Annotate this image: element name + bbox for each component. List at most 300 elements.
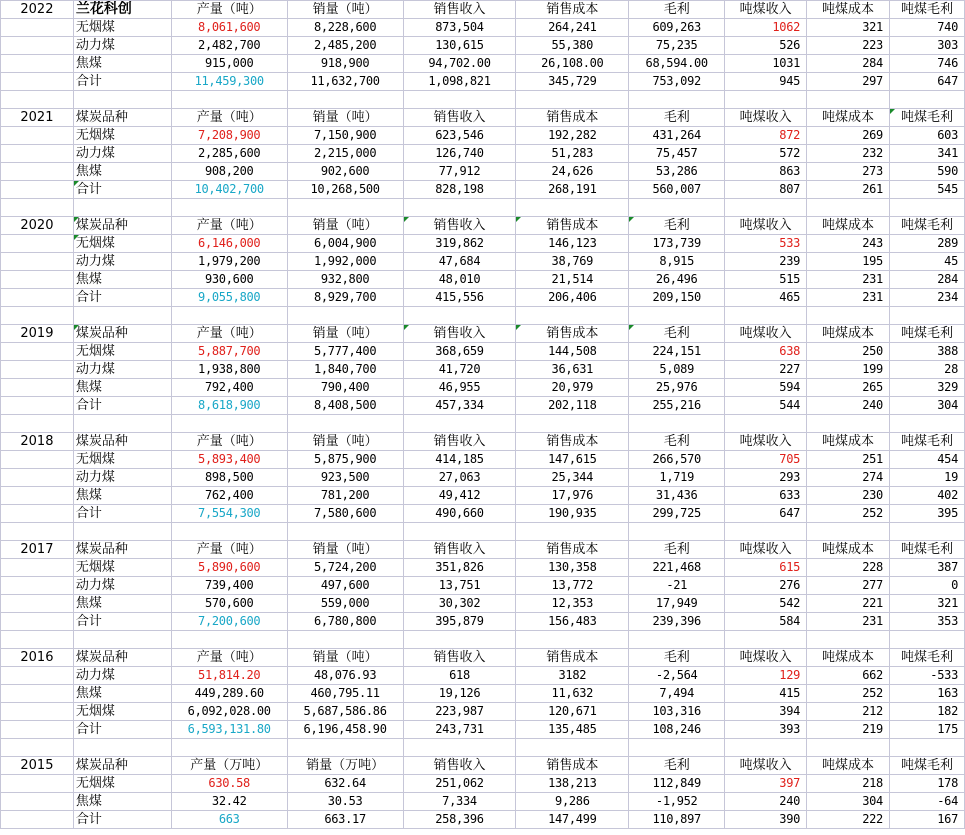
empty-cell[interactable] [1, 451, 74, 469]
data-cell[interactable]: 130,358 [516, 559, 629, 577]
data-cell[interactable]: 182 [889, 703, 964, 721]
data-cell[interactable]: 129 [725, 667, 807, 685]
data-cell[interactable]: 1,098,821 [403, 73, 516, 91]
data-cell[interactable]: 192,282 [516, 127, 629, 145]
data-cell[interactable]: 594 [725, 379, 807, 397]
empty-cell[interactable] [171, 91, 287, 109]
data-cell[interactable]: 647 [889, 73, 964, 91]
empty-cell[interactable] [1, 667, 74, 685]
data-cell[interactable]: 199 [807, 361, 890, 379]
data-cell[interactable]: 351,826 [403, 559, 516, 577]
empty-cell[interactable] [1, 307, 74, 325]
data-cell[interactable]: 930,600 [171, 271, 287, 289]
column-header-cell[interactable]: 销售收入 [403, 109, 516, 127]
column-header-cell[interactable]: 产量（吨） [171, 109, 287, 127]
data-cell[interactable]: 6,780,800 [287, 613, 403, 631]
row-label-cell[interactable]: 合计 [73, 181, 171, 199]
data-cell[interactable]: 457,334 [403, 397, 516, 415]
column-header-cell[interactable]: 吨煤成本 [807, 217, 890, 235]
column-header-cell[interactable]: 销售成本 [516, 1, 629, 19]
row-label-cell[interactable]: 焦煤 [73, 685, 171, 703]
data-cell[interactable]: 51,283 [516, 145, 629, 163]
data-cell[interactable]: 415,556 [403, 289, 516, 307]
data-cell[interactable]: 243,731 [403, 721, 516, 739]
data-cell[interactable]: 753,092 [629, 73, 725, 91]
empty-cell[interactable] [403, 415, 516, 433]
data-cell[interactable]: 390 [725, 811, 807, 829]
data-cell[interactable]: 250 [807, 343, 890, 361]
data-cell[interactable]: 1062 [725, 19, 807, 37]
data-cell[interactable]: 7,334 [403, 793, 516, 811]
data-cell[interactable]: 234 [889, 289, 964, 307]
empty-cell[interactable] [1, 379, 74, 397]
empty-cell[interactable] [807, 307, 890, 325]
data-cell[interactable]: 5,089 [629, 361, 725, 379]
data-cell[interactable]: 544 [725, 397, 807, 415]
data-cell[interactable]: 603 [889, 127, 964, 145]
data-cell[interactable]: -21 [629, 577, 725, 595]
row-label-cell[interactable]: 焦煤 [73, 379, 171, 397]
data-cell[interactable]: 273 [807, 163, 890, 181]
row-label-cell[interactable]: 合计 [73, 721, 171, 739]
row-label-cell[interactable]: 动力煤 [73, 361, 171, 379]
data-cell[interactable]: 7,150,900 [287, 127, 403, 145]
data-cell[interactable]: 17,949 [629, 595, 725, 613]
empty-cell[interactable] [1, 199, 74, 217]
row-label-cell[interactable]: 无烟煤 [73, 559, 171, 577]
data-cell[interactable]: -1,952 [629, 793, 725, 811]
data-cell[interactable]: 147,615 [516, 451, 629, 469]
column-header-cell[interactable]: 销量（吨） [287, 109, 403, 127]
data-cell[interactable]: 1031 [725, 55, 807, 73]
empty-cell[interactable] [1, 577, 74, 595]
empty-cell[interactable] [287, 199, 403, 217]
column-header-cell[interactable]: 销量（吨） [287, 649, 403, 667]
data-cell[interactable]: 38,769 [516, 253, 629, 271]
empty-cell[interactable] [73, 91, 171, 109]
data-cell[interactable]: 12,353 [516, 595, 629, 613]
data-cell[interactable]: 222 [807, 811, 890, 829]
data-cell[interactable]: 75,235 [629, 37, 725, 55]
row-label-cell[interactable]: 焦煤 [73, 271, 171, 289]
empty-cell[interactable] [807, 199, 890, 217]
data-cell[interactable]: 5,777,400 [287, 343, 403, 361]
empty-cell[interactable] [629, 415, 725, 433]
data-cell[interactable]: 387 [889, 559, 964, 577]
data-cell[interactable]: 515 [725, 271, 807, 289]
empty-cell[interactable] [73, 415, 171, 433]
column-header-cell[interactable]: 吨煤毛利 [889, 757, 964, 775]
data-cell[interactable]: 264,241 [516, 19, 629, 37]
column-header-cell[interactable]: 吨煤毛利 [889, 217, 964, 235]
data-cell[interactable]: 873,504 [403, 19, 516, 37]
empty-cell[interactable] [725, 91, 807, 109]
data-cell[interactable]: 5,687,586.86 [287, 703, 403, 721]
year-label[interactable]: 2021 [1, 109, 74, 127]
empty-cell[interactable] [1, 469, 74, 487]
data-cell[interactable]: 130,615 [403, 37, 516, 55]
data-cell[interactable]: 297 [807, 73, 890, 91]
data-cell[interactable]: 24,626 [516, 163, 629, 181]
column-header-cell[interactable]: 产量（吨） [171, 541, 287, 559]
data-cell[interactable]: 662 [807, 667, 890, 685]
data-cell[interactable]: 790,400 [287, 379, 403, 397]
data-cell[interactable]: 630.58 [171, 775, 287, 793]
data-cell[interactable]: 388 [889, 343, 964, 361]
data-cell[interactable]: 26,108.00 [516, 55, 629, 73]
data-cell[interactable]: 175 [889, 721, 964, 739]
data-cell[interactable]: 746 [889, 55, 964, 73]
row-label-cell[interactable]: 动力煤 [73, 253, 171, 271]
data-cell[interactable]: 11,632 [516, 685, 629, 703]
data-cell[interactable]: 6,004,900 [287, 235, 403, 253]
data-cell[interactable]: 138,213 [516, 775, 629, 793]
column-header-cell[interactable]: 吨煤成本 [807, 541, 890, 559]
data-cell[interactable]: 232 [807, 145, 890, 163]
data-cell[interactable]: 239,396 [629, 613, 725, 631]
column-header-cell[interactable]: 吨煤收入 [725, 649, 807, 667]
empty-cell[interactable] [171, 415, 287, 433]
category-header-cell[interactable]: 煤炭品种 [73, 541, 171, 559]
data-cell[interactable]: 30,302 [403, 595, 516, 613]
empty-cell[interactable] [1, 55, 74, 73]
data-cell[interactable]: 329 [889, 379, 964, 397]
data-cell[interactable]: 49,412 [403, 487, 516, 505]
data-cell[interactable]: 397 [725, 775, 807, 793]
data-cell[interactable]: 609,263 [629, 19, 725, 37]
data-cell[interactable]: 221 [807, 595, 890, 613]
empty-cell[interactable] [807, 739, 890, 757]
data-cell[interactable]: 299,725 [629, 505, 725, 523]
data-cell[interactable]: 303 [889, 37, 964, 55]
row-label-cell[interactable]: 无烟煤 [73, 703, 171, 721]
data-cell[interactable]: 542 [725, 595, 807, 613]
data-cell[interactable]: 231 [807, 289, 890, 307]
empty-cell[interactable] [171, 199, 287, 217]
data-cell[interactable]: 5,887,700 [171, 343, 287, 361]
data-cell[interactable]: 6,146,000 [171, 235, 287, 253]
data-cell[interactable]: 108,246 [629, 721, 725, 739]
empty-cell[interactable] [1, 289, 74, 307]
data-cell[interactable]: 7,494 [629, 685, 725, 703]
data-cell[interactable]: 7,580,600 [287, 505, 403, 523]
data-cell[interactable]: 638 [725, 343, 807, 361]
category-header-cell[interactable]: 煤炭品种 [73, 757, 171, 775]
data-cell[interactable]: 828,198 [403, 181, 516, 199]
column-header-cell[interactable]: 吨煤成本 [807, 1, 890, 19]
column-header-cell[interactable]: 吨煤收入 [725, 325, 807, 343]
data-cell[interactable]: 269 [807, 127, 890, 145]
data-cell[interactable]: 19 [889, 469, 964, 487]
empty-cell[interactable] [1, 343, 74, 361]
data-cell[interactable]: 31,436 [629, 487, 725, 505]
column-header-cell[interactable]: 销量（吨） [287, 325, 403, 343]
data-cell[interactable]: 178 [889, 775, 964, 793]
data-cell[interactable]: 68,594.00 [629, 55, 725, 73]
empty-cell[interactable] [516, 415, 629, 433]
row-label-cell[interactable]: 合计 [73, 397, 171, 415]
data-cell[interactable]: 11,632,700 [287, 73, 403, 91]
empty-cell[interactable] [403, 739, 516, 757]
empty-cell[interactable] [287, 415, 403, 433]
data-cell[interactable]: 25,976 [629, 379, 725, 397]
empty-cell[interactable] [1, 415, 74, 433]
data-cell[interactable]: 6,593,131.80 [171, 721, 287, 739]
column-header-cell[interactable]: 销量（吨） [287, 1, 403, 19]
data-cell[interactable]: 945 [725, 73, 807, 91]
data-cell[interactable]: 415 [725, 685, 807, 703]
data-cell[interactable]: 8,061,600 [171, 19, 287, 37]
data-cell[interactable]: 304 [807, 793, 890, 811]
column-header-cell[interactable]: 吨煤毛利 [889, 541, 964, 559]
data-cell[interactable]: 1,992,000 [287, 253, 403, 271]
data-cell[interactable]: 167 [889, 811, 964, 829]
empty-cell[interactable] [1, 559, 74, 577]
data-cell[interactable]: 533 [725, 235, 807, 253]
data-cell[interactable]: 26,496 [629, 271, 725, 289]
data-cell[interactable]: 75,457 [629, 145, 725, 163]
column-header-cell[interactable]: 产量（万吨） [171, 757, 287, 775]
data-cell[interactable]: 28 [889, 361, 964, 379]
data-cell[interactable]: 53,286 [629, 163, 725, 181]
data-cell[interactable]: -2,564 [629, 667, 725, 685]
data-cell[interactable]: 156,483 [516, 613, 629, 631]
data-cell[interactable]: 7,208,900 [171, 127, 287, 145]
data-cell[interactable]: 872 [725, 127, 807, 145]
column-header-cell[interactable]: 销售收入 [403, 1, 516, 19]
data-cell[interactable]: 454 [889, 451, 964, 469]
column-header-cell[interactable]: 销售成本 [516, 757, 629, 775]
column-header-cell[interactable]: 销量（吨） [287, 433, 403, 451]
row-label-cell[interactable]: 无烟煤 [73, 451, 171, 469]
column-header-cell[interactable]: 毛利 [629, 325, 725, 343]
data-cell[interactable]: 490,660 [403, 505, 516, 523]
data-cell[interactable]: 223 [807, 37, 890, 55]
empty-cell[interactable] [725, 739, 807, 757]
data-cell[interactable]: 195 [807, 253, 890, 271]
column-header-cell[interactable]: 销售收入 [403, 541, 516, 559]
empty-cell[interactable] [1, 793, 74, 811]
data-cell[interactable]: 2,482,700 [171, 37, 287, 55]
column-header-cell[interactable]: 销量（吨） [287, 541, 403, 559]
row-label-cell[interactable]: 动力煤 [73, 37, 171, 55]
empty-cell[interactable] [516, 631, 629, 649]
empty-cell[interactable] [629, 199, 725, 217]
empty-cell[interactable] [171, 739, 287, 757]
empty-cell[interactable] [403, 199, 516, 217]
data-cell[interactable]: 103,316 [629, 703, 725, 721]
data-cell[interactable]: 7,554,300 [171, 505, 287, 523]
empty-cell[interactable] [403, 631, 516, 649]
empty-cell[interactable] [403, 91, 516, 109]
empty-cell[interactable] [889, 199, 964, 217]
data-cell[interactable]: 632.64 [287, 775, 403, 793]
data-cell[interactable]: 231 [807, 271, 890, 289]
data-cell[interactable]: 147,499 [516, 811, 629, 829]
empty-cell[interactable] [725, 631, 807, 649]
data-cell[interactable]: 212 [807, 703, 890, 721]
year-label[interactable]: 2022 [1, 1, 74, 19]
column-header-cell[interactable]: 吨煤毛利 [889, 325, 964, 343]
data-cell[interactable]: 209,150 [629, 289, 725, 307]
row-label-cell[interactable]: 无烟煤 [73, 19, 171, 37]
data-cell[interactable]: 663.17 [287, 811, 403, 829]
column-header-cell[interactable]: 产量（吨） [171, 1, 287, 19]
column-header-cell[interactable]: 吨煤成本 [807, 649, 890, 667]
data-cell[interactable]: 266,570 [629, 451, 725, 469]
data-cell[interactable]: 902,600 [287, 163, 403, 181]
data-cell[interactable]: 6,092,028.00 [171, 703, 287, 721]
data-cell[interactable]: 202,118 [516, 397, 629, 415]
data-cell[interactable]: 572 [725, 145, 807, 163]
data-cell[interactable]: 252 [807, 685, 890, 703]
row-label-cell[interactable]: 动力煤 [73, 577, 171, 595]
data-cell[interactable]: 258,396 [403, 811, 516, 829]
data-cell[interactable]: 48,076.93 [287, 667, 403, 685]
data-cell[interactable]: 781,200 [287, 487, 403, 505]
data-cell[interactable]: 110,897 [629, 811, 725, 829]
data-cell[interactable]: 414,185 [403, 451, 516, 469]
category-header-cell[interactable]: 煤炭品种 [73, 109, 171, 127]
data-cell[interactable]: 1,979,200 [171, 253, 287, 271]
data-cell[interactable]: 5,724,200 [287, 559, 403, 577]
data-cell[interactable]: 395,879 [403, 613, 516, 631]
column-header-cell[interactable]: 吨煤成本 [807, 433, 890, 451]
empty-cell[interactable] [516, 91, 629, 109]
empty-cell[interactable] [73, 631, 171, 649]
data-cell[interactable]: 218 [807, 775, 890, 793]
empty-cell[interactable] [889, 91, 964, 109]
empty-cell[interactable] [807, 415, 890, 433]
data-cell[interactable]: 908,200 [171, 163, 287, 181]
column-header-cell[interactable]: 销量（吨） [287, 217, 403, 235]
data-cell[interactable]: -533 [889, 667, 964, 685]
empty-cell[interactable] [725, 523, 807, 541]
column-header-cell[interactable]: 销售收入 [403, 217, 516, 235]
category-header-cell[interactable]: 煤炭品种 [73, 649, 171, 667]
data-cell[interactable]: 55,380 [516, 37, 629, 55]
column-header-cell[interactable]: 吨煤毛利 [889, 1, 964, 19]
column-header-cell[interactable]: 销售收入 [403, 649, 516, 667]
empty-cell[interactable] [1, 523, 74, 541]
column-header-cell[interactable]: 吨煤收入 [725, 1, 807, 19]
empty-cell[interactable] [1, 91, 74, 109]
data-cell[interactable]: 32.42 [171, 793, 287, 811]
empty-cell[interactable] [516, 739, 629, 757]
empty-cell[interactable] [1, 505, 74, 523]
column-header-cell[interactable]: 产量（吨） [171, 649, 287, 667]
empty-cell[interactable] [1, 397, 74, 415]
data-cell[interactable]: 230 [807, 487, 890, 505]
data-cell[interactable]: 219 [807, 721, 890, 739]
data-cell[interactable]: 135,485 [516, 721, 629, 739]
column-header-cell[interactable]: 毛利 [629, 217, 725, 235]
empty-cell[interactable] [1, 361, 74, 379]
data-cell[interactable]: 77,912 [403, 163, 516, 181]
column-header-cell[interactable]: 销售成本 [516, 541, 629, 559]
row-label-cell[interactable]: 无烟煤 [73, 775, 171, 793]
empty-cell[interactable] [287, 631, 403, 649]
data-cell[interactable]: 918,900 [287, 55, 403, 73]
data-cell[interactable]: 739,400 [171, 577, 287, 595]
empty-cell[interactable] [725, 199, 807, 217]
data-cell[interactable]: 163 [889, 685, 964, 703]
empty-cell[interactable] [516, 199, 629, 217]
empty-cell[interactable] [1, 739, 74, 757]
row-label-cell[interactable]: 动力煤 [73, 667, 171, 685]
row-label-cell[interactable]: 焦煤 [73, 487, 171, 505]
empty-cell[interactable] [287, 739, 403, 757]
empty-cell[interactable] [629, 91, 725, 109]
row-label-cell[interactable]: 动力煤 [73, 469, 171, 487]
data-cell[interactable]: 27,063 [403, 469, 516, 487]
data-cell[interactable]: 36,631 [516, 361, 629, 379]
empty-cell[interactable] [1, 595, 74, 613]
empty-cell[interactable] [629, 739, 725, 757]
empty-cell[interactable] [516, 523, 629, 541]
row-label-cell[interactable]: 焦煤 [73, 595, 171, 613]
year-label[interactable]: 2020 [1, 217, 74, 235]
row-label-cell[interactable]: 无烟煤 [73, 127, 171, 145]
empty-cell[interactable] [1, 271, 74, 289]
year-label[interactable]: 2017 [1, 541, 74, 559]
column-header-cell[interactable]: 吨煤成本 [807, 757, 890, 775]
data-cell[interactable]: 341 [889, 145, 964, 163]
column-header-cell[interactable]: 毛利 [629, 649, 725, 667]
data-cell[interactable]: 47,684 [403, 253, 516, 271]
empty-cell[interactable] [1, 775, 74, 793]
column-header-cell[interactable]: 毛利 [629, 433, 725, 451]
row-label-cell[interactable]: 焦煤 [73, 793, 171, 811]
empty-cell[interactable] [73, 199, 171, 217]
column-header-cell[interactable]: 销售收入 [403, 433, 516, 451]
data-cell[interactable]: 584 [725, 613, 807, 631]
empty-cell[interactable] [1, 19, 74, 37]
row-label-cell[interactable]: 无烟煤 [73, 235, 171, 253]
data-cell[interactable]: 345,729 [516, 73, 629, 91]
empty-cell[interactable] [1, 613, 74, 631]
empty-cell[interactable] [629, 523, 725, 541]
data-cell[interactable]: 559,000 [287, 595, 403, 613]
data-cell[interactable]: 5,893,400 [171, 451, 287, 469]
data-cell[interactable]: 932,800 [287, 271, 403, 289]
column-header-cell[interactable]: 产量（吨） [171, 217, 287, 235]
data-cell[interactable]: 807 [725, 181, 807, 199]
data-cell[interactable]: 46,955 [403, 379, 516, 397]
data-cell[interactable]: 8,915 [629, 253, 725, 271]
empty-cell[interactable] [1, 703, 74, 721]
data-cell[interactable]: 173,739 [629, 235, 725, 253]
data-cell[interactable]: 898,500 [171, 469, 287, 487]
empty-cell[interactable] [73, 739, 171, 757]
column-header-cell[interactable]: 吨煤成本 [807, 325, 890, 343]
empty-cell[interactable] [1, 721, 74, 739]
data-cell[interactable]: 276 [725, 577, 807, 595]
empty-cell[interactable] [1, 145, 74, 163]
column-header-cell[interactable]: 吨煤收入 [725, 217, 807, 235]
data-cell[interactable]: 2,285,600 [171, 145, 287, 163]
data-cell[interactable]: 289 [889, 235, 964, 253]
data-cell[interactable]: 261 [807, 181, 890, 199]
data-cell[interactable]: 863 [725, 163, 807, 181]
data-cell[interactable]: 395 [889, 505, 964, 523]
category-header-cell[interactable]: 煤炭品种 [73, 325, 171, 343]
data-cell[interactable]: 449,289.60 [171, 685, 287, 703]
empty-cell[interactable] [1, 37, 74, 55]
empty-cell[interactable] [1, 811, 74, 829]
empty-cell[interactable] [73, 307, 171, 325]
empty-cell[interactable] [889, 523, 964, 541]
